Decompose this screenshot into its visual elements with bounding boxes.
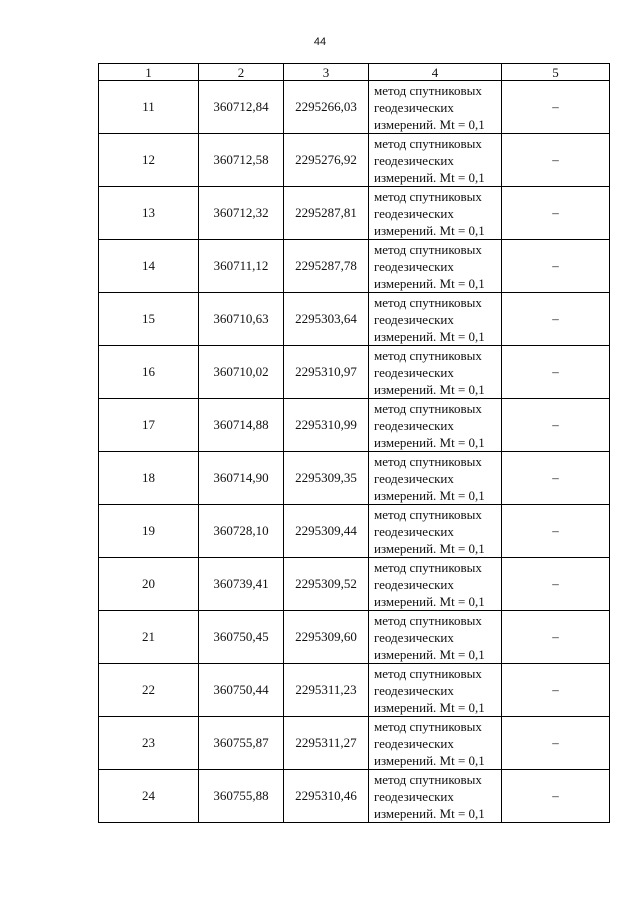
- y-coordinate-cell: 2295287,81: [284, 187, 369, 240]
- y-coordinate-cell: 2295311,27: [284, 717, 369, 770]
- method-text-line: геодезических: [374, 576, 454, 592]
- method-cell: [369, 452, 502, 505]
- method-text-line: метод спутниковых: [374, 559, 482, 575]
- method-text-line: метод спутниковых: [374, 506, 482, 522]
- method-cell: [369, 399, 502, 452]
- point-number-cell: 12: [99, 134, 199, 187]
- table-body: [99, 81, 610, 823]
- method-text-line: геодезических: [374, 735, 454, 751]
- x-coordinate-cell: 360711,12: [199, 240, 284, 293]
- table-row: [99, 664, 610, 717]
- method-cell: [369, 346, 502, 399]
- point-number-cell: 20: [99, 558, 199, 611]
- method-text-line: метод спутниковых: [374, 135, 482, 151]
- y-coordinate-cell: 2295266,03: [284, 81, 369, 134]
- table-row: [99, 293, 610, 346]
- x-coordinate-cell: 360712,32: [199, 187, 284, 240]
- table-row: [99, 558, 610, 611]
- table-row: [99, 81, 610, 134]
- method-cell: [369, 187, 502, 240]
- method-text-line: измерений. Mt = 0,1: [374, 593, 485, 609]
- method-text-line: измерений. Mt = 0,1: [374, 381, 485, 397]
- y-coordinate-cell: 2295309,60: [284, 611, 369, 664]
- table-row: [99, 240, 610, 293]
- method-text-line: измерений. Mt = 0,1: [374, 275, 485, 291]
- x-coordinate-cell: 360755,88: [199, 770, 284, 823]
- y-coordinate-cell: 2295309,44: [284, 505, 369, 558]
- note-cell: –: [502, 346, 610, 399]
- point-number-cell: 21: [99, 611, 199, 664]
- method-text-line: измерений. Mt = 0,1: [374, 540, 485, 556]
- method-text-line: измерений. Mt = 0,1: [374, 169, 485, 185]
- method-text-line: геодезических: [374, 99, 454, 115]
- method-text-line: измерений. Mt = 0,1: [374, 434, 485, 450]
- y-coordinate-cell: 2295311,23: [284, 664, 369, 717]
- note-cell: –: [502, 770, 610, 823]
- point-number-cell: 14: [99, 240, 199, 293]
- point-number-cell: 24: [99, 770, 199, 823]
- method-text-line: геодезических: [374, 788, 454, 804]
- column-header-2: 2: [199, 64, 284, 81]
- point-number-cell: 19: [99, 505, 199, 558]
- x-coordinate-cell: 360710,63: [199, 293, 284, 346]
- method-cell: [369, 717, 502, 770]
- note-cell: –: [502, 81, 610, 134]
- method-text-line: геодезических: [374, 417, 454, 433]
- x-coordinate-cell: 360739,41: [199, 558, 284, 611]
- note-cell: –: [502, 240, 610, 293]
- x-coordinate-cell: 360728,10: [199, 505, 284, 558]
- note-cell: –: [502, 664, 610, 717]
- point-number-cell: 15: [99, 293, 199, 346]
- x-coordinate-cell: 360714,90: [199, 452, 284, 505]
- note-cell: –: [502, 293, 610, 346]
- method-text-line: метод спутниковых: [374, 665, 482, 681]
- method-text-line: измерений. Mt = 0,1: [374, 646, 485, 662]
- point-number-cell: 22: [99, 664, 199, 717]
- method-text-line: геодезических: [374, 364, 454, 380]
- x-coordinate-cell: 360755,87: [199, 717, 284, 770]
- column-header-1: 1: [99, 64, 199, 81]
- point-number-cell: 13: [99, 187, 199, 240]
- method-cell: [369, 611, 502, 664]
- note-cell: –: [502, 558, 610, 611]
- y-coordinate-cell: 2295310,46: [284, 770, 369, 823]
- x-coordinate-cell: 360712,58: [199, 134, 284, 187]
- note-cell: –: [502, 505, 610, 558]
- column-header-4: 4: [369, 64, 502, 81]
- method-text-line: метод спутниковых: [374, 400, 482, 416]
- table-row: [99, 717, 610, 770]
- method-text-line: геодезических: [374, 470, 454, 486]
- method-text-line: геодезических: [374, 152, 454, 168]
- point-number-cell: 17: [99, 399, 199, 452]
- method-text-line: метод спутниковых: [374, 241, 482, 257]
- method-text-line: метод спутниковых: [374, 347, 482, 363]
- table-row: [99, 134, 610, 187]
- note-cell: –: [502, 134, 610, 187]
- point-number-cell: 18: [99, 452, 199, 505]
- note-cell: –: [502, 717, 610, 770]
- y-coordinate-cell: 2295287,78: [284, 240, 369, 293]
- method-text-line: метод спутниковых: [374, 294, 482, 310]
- y-coordinate-cell: 2295303,64: [284, 293, 369, 346]
- method-text-line: геодезических: [374, 205, 454, 221]
- table-row: [99, 346, 610, 399]
- y-coordinate-cell: 2295276,92: [284, 134, 369, 187]
- method-cell: [369, 770, 502, 823]
- method-text-line: метод спутниковых: [374, 82, 482, 98]
- method-text-line: метод спутниковых: [374, 771, 482, 787]
- method-text-line: измерений. Mt = 0,1: [374, 487, 485, 503]
- method-text-line: измерений. Mt = 0,1: [374, 752, 485, 768]
- x-coordinate-cell: 360712,84: [199, 81, 284, 134]
- note-cell: –: [502, 611, 610, 664]
- table-row: [99, 505, 610, 558]
- method-cell: [369, 293, 502, 346]
- x-coordinate-cell: 360750,44: [199, 664, 284, 717]
- column-header-3: 3: [284, 64, 369, 81]
- method-text-line: измерений. Mt = 0,1: [374, 116, 485, 132]
- y-coordinate-cell: 2295309,52: [284, 558, 369, 611]
- y-coordinate-cell: 2295310,99: [284, 399, 369, 452]
- table-row: [99, 770, 610, 823]
- x-coordinate-cell: 360750,45: [199, 611, 284, 664]
- method-text-line: метод спутниковых: [374, 188, 482, 204]
- method-text-line: измерений. Mt = 0,1: [374, 222, 485, 238]
- point-number-cell: 16: [99, 346, 199, 399]
- method-text-line: геодезических: [374, 629, 454, 645]
- page-number: 44: [313, 36, 327, 48]
- table-row: [99, 452, 610, 505]
- method-text-line: измерений. Mt = 0,1: [374, 328, 485, 344]
- method-cell: [369, 664, 502, 717]
- method-cell: [369, 505, 502, 558]
- method-text-line: метод спутниковых: [374, 612, 482, 628]
- method-text-line: геодезических: [374, 523, 454, 539]
- method-text-line: геодезических: [374, 258, 454, 274]
- method-cell: [369, 81, 502, 134]
- table-row: [99, 611, 610, 664]
- table-row: [99, 399, 610, 452]
- column-header-5: 5: [502, 64, 610, 81]
- note-cell: –: [502, 187, 610, 240]
- table-header-row: [99, 64, 610, 81]
- point-number-cell: 11: [99, 81, 199, 134]
- coordinates-table: [98, 63, 610, 823]
- note-cell: –: [502, 399, 610, 452]
- x-coordinate-cell: 360710,02: [199, 346, 284, 399]
- method-text-line: метод спутниковых: [374, 718, 482, 734]
- point-number-cell: 23: [99, 717, 199, 770]
- method-cell: [369, 240, 502, 293]
- coordinates-table-container: [98, 63, 610, 823]
- method-text-line: измерений. Mt = 0,1: [374, 805, 485, 821]
- table-row: [99, 187, 610, 240]
- method-cell: [369, 558, 502, 611]
- method-text-line: геодезических: [374, 682, 454, 698]
- method-text-line: измерений. Mt = 0,1: [374, 699, 485, 715]
- method-cell: [369, 134, 502, 187]
- x-coordinate-cell: 360714,88: [199, 399, 284, 452]
- method-text-line: метод спутниковых: [374, 453, 482, 469]
- y-coordinate-cell: 2295310,97: [284, 346, 369, 399]
- note-cell: –: [502, 452, 610, 505]
- method-text-line: геодезических: [374, 311, 454, 327]
- y-coordinate-cell: 2295309,35: [284, 452, 369, 505]
